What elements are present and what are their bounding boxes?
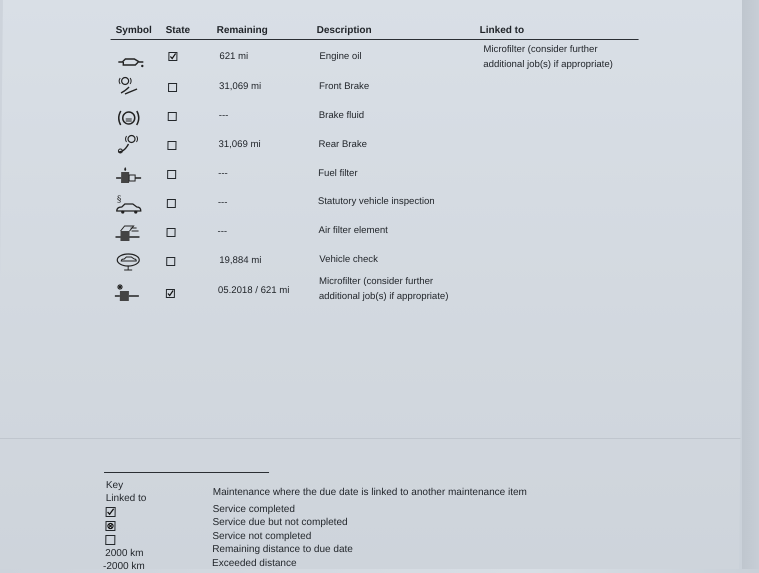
- state-checkbox-empty: [168, 112, 177, 121]
- fuel-filter-icon: [114, 165, 144, 187]
- state-checkbox-empty: [166, 257, 175, 266]
- brake-fluid-icon: [115, 107, 145, 129]
- state-checkbox-empty: [167, 141, 176, 150]
- page-edge: [742, 0, 759, 569]
- state-checkbox-empty: [167, 170, 176, 179]
- linked-to-text-line2: additional job(s) if appropriate): [483, 59, 613, 70]
- state-checkbox-empty: [166, 228, 175, 237]
- service-row-vehicle-inspection: [1, 195, 743, 221]
- crossed-box-icon: [105, 521, 115, 531]
- remaining-value: 05.2018 / 621 mi: [217, 285, 290, 296]
- description-text: Front Brake: [319, 81, 370, 92]
- key-text: Service due but not completed: [212, 517, 348, 528]
- header-rule: [111, 39, 639, 40]
- paper-fold: [0, 438, 740, 439]
- engine-oil-icon: [115, 50, 145, 72]
- header-state: State: [165, 25, 191, 36]
- service-row-front-brake: [2, 79, 744, 105]
- air-filter-icon: [113, 223, 143, 245]
- vehicle-check-icon: [113, 250, 143, 272]
- key-title: Key: [105, 480, 124, 491]
- remaining-value: ---: [218, 168, 228, 179]
- remaining-value: ---: [217, 197, 228, 208]
- description-text: Brake fluid: [318, 110, 365, 121]
- key-text: Exceeded distance: [212, 558, 297, 569]
- header-linked-to: Linked to: [479, 25, 525, 36]
- state-checkbox-completed: [168, 52, 177, 61]
- remaining-value: 19,884 mi: [219, 255, 262, 266]
- description-text: Fuel filter: [318, 168, 358, 179]
- remaining-value: 31,069 mi: [219, 81, 262, 92]
- service-row-brake-fluid: [2, 108, 744, 134]
- linked-to-text: Microfilter (consider further: [483, 44, 598, 55]
- header-description: Description: [316, 25, 372, 36]
- key-text: Remaining distance to due date: [212, 544, 353, 555]
- description-text: Engine oil: [319, 51, 362, 62]
- key-symbol-exceeded: -2000 km: [102, 561, 145, 572]
- header-remaining: Remaining: [216, 25, 268, 36]
- state-checkbox-empty: [168, 83, 177, 92]
- remaining-value: ---: [217, 226, 228, 237]
- description-text: Microfilter (consider further: [318, 276, 434, 287]
- service-row-fuel-filter: [1, 166, 743, 192]
- description-text-line2: additional job(s) if appropriate): [318, 291, 449, 302]
- header-symbol: Symbol: [115, 25, 152, 36]
- key-text: Maintenance where the due date is linked to another maintenance item: [212, 487, 527, 498]
- state-checkbox-completed: [166, 289, 175, 298]
- key-text: Service completed: [212, 504, 295, 515]
- empty-box-icon: [105, 535, 115, 545]
- remaining-value: 621 mi: [219, 51, 249, 62]
- service-row-microfilter: [0, 276, 742, 311]
- rear-brake-icon: [114, 133, 144, 155]
- description-text: Rear Brake: [318, 139, 368, 150]
- state-checkbox-empty: [167, 199, 176, 208]
- description-text: Statutory vehicle inspection: [317, 196, 435, 207]
- vehicle-inspection-icon: [114, 193, 144, 215]
- key-text: Service not completed: [212, 531, 312, 542]
- checked-box-icon: [106, 507, 116, 517]
- key-symbol-distance: 2000 km: [105, 548, 144, 559]
- microfilter-icon: [113, 283, 143, 305]
- description-text: Vehicle check: [319, 254, 378, 265]
- svg-text:§: §: [116, 195, 122, 205]
- service-row-rear-brake: [1, 137, 743, 163]
- remaining-value: ---: [218, 110, 229, 121]
- service-row-engine-oil: [2, 44, 744, 74]
- key-symbol-linked-to: Linked to: [105, 493, 147, 504]
- service-row-air-filter: [0, 224, 742, 250]
- description-text: Air filter element: [318, 225, 388, 236]
- front-brake-icon: [115, 75, 145, 97]
- remaining-value: 31,069 mi: [218, 139, 261, 150]
- key-rule: [104, 472, 269, 473]
